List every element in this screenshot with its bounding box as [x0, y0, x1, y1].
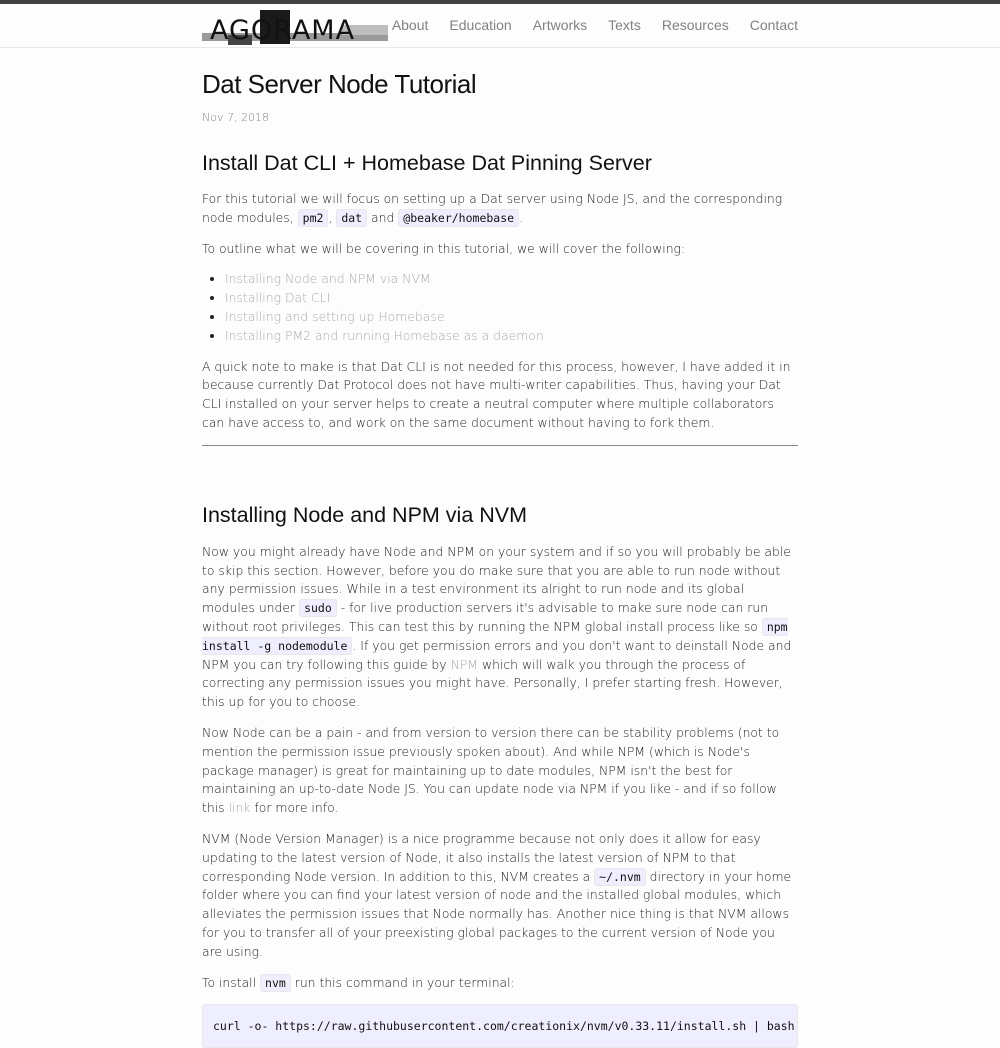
- toc-item[interactable]: • Installing Node and NPM via NVM: [225, 270, 798, 289]
- more-info-link[interactable]: link: [228, 800, 251, 816]
- install-command-block[interactable]: curl -o- https://raw.githubusercontent.com/creationix/nvm/v0.33.11/install.sh | bash: [202, 1004, 798, 1048]
- outline-paragraph: To outline what we will be covering in this tutorial, we will cover the following:: [202, 240, 686, 256]
- toc-item[interactable]: • Installing Dat CLI: [225, 289, 798, 308]
- section-divider: [202, 445, 798, 446]
- code-homebase: @beaker/homebase: [398, 209, 519, 227]
- text: NVM (Node Version Manager) is a nice programme because not only does it allow for easy updating to the latest version of Node, it also installs the latest version of NPM to that corresponding Node version. In addition to this, NVM creates a: [202, 830, 761, 884]
- nav-contact[interactable]: Contact: [749, 17, 798, 33]
- text: run this command in your terminal:: [290, 974, 515, 990]
- text: which will walk you through the process of correcting any permission issues you might have. Personally, I prefer starting fresh. However, this up for you to choose.: [202, 656, 783, 710]
- nav-texts[interactable]: Texts: [608, 17, 641, 33]
- note-paragraph: A quick note to make is that Dat CLI is not needed for this process, however, I have added it in because currently Dat Protocol does not have multi-writer capabilities. Thus, having your Dat CLI installed on your server helps to create a neutral computer where multiple collaborators can have access to, and work on the same document without having to fork them.: [202, 358, 791, 430]
- text: For this tutorial we will focus on setting up a Dat server using Node JS, and the corresponding node modules,: [202, 191, 783, 225]
- section-heading-node-npm: Installing Node and NPM via NVM: [202, 502, 528, 527]
- install-nvm-paragraph: [202, 974, 798, 993]
- npm-guide-link[interactable]: NPM: [450, 656, 478, 672]
- text: To install: [202, 974, 261, 990]
- text: .: [519, 209, 524, 225]
- nav-resources[interactable]: Resources: [661, 17, 729, 33]
- code-sudo: sudo: [299, 599, 337, 617]
- post-date: Nov 7, 2018: [202, 111, 269, 124]
- nav-artworks[interactable]: Artworks: [532, 17, 588, 33]
- text: for more info.: [250, 800, 339, 816]
- text: Now Node can be a pain - and from version to version there can be stability problems (not to mention the permission issue previously spoken about). And while NPM (which is Node's package manager) is great for maintaining up to date modules, NPM isn't the best for maintaining an up-to-date Node JS. You can update node via NPM if you like - and if so follow this: [202, 724, 780, 816]
- code-pm2: pm2: [298, 209, 329, 227]
- node-paragraph-2: [202, 724, 798, 818]
- toc-list: [202, 270, 798, 345]
- post-content: [202, 68, 798, 1048]
- code-dat: dat: [336, 209, 367, 227]
- text: and: [367, 209, 399, 225]
- code-npm-install: npm install -g nodemodule: [202, 619, 788, 653]
- toc-item[interactable]: • Installing PM2 and running Homebase as a daemon: [225, 327, 798, 346]
- main-nav: [371, 17, 798, 33]
- nvm-paragraph: [202, 830, 798, 962]
- nav-education[interactable]: Education: [449, 17, 512, 33]
- nav-about[interactable]: About: [391, 17, 429, 33]
- text: . If you get permission errors and you don't want to deinstall Node and NPM you can try following this guide by: [202, 637, 792, 672]
- toc-item[interactable]: • Installing and setting up Homebase: [225, 308, 798, 327]
- section-heading-install-dat: Install Dat CLI + Homebase Dat Pinning Server: [202, 151, 652, 175]
- node-paragraph-1: [202, 543, 798, 712]
- text: - for live production servers it's advisable to make sure node can run without root privileges. This can test this by running the NPM global install process like so: [202, 600, 769, 634]
- text: directory in your home folder where you can find your latest version of node and the installed global modules, which alleviates the permission issues that Node normally has. Another nice thing is that NVM allows for you to transfer all of your preexisting global packages to the current version of Node you are using.: [202, 868, 792, 959]
- logo-text: AGORAMA: [210, 15, 356, 45]
- post-title: Dat Server Node Tutorial: [202, 69, 477, 99]
- text: ,: [328, 209, 337, 225]
- code-nvm-dir: ~/.nvm: [594, 868, 646, 886]
- site-header: [0, 4, 1000, 48]
- site-logo[interactable]: [202, 9, 388, 45]
- code-nvm: nvm: [260, 974, 291, 992]
- text: Now you might already have Node and NPM on your system and if so you will probably be able to skip this section. However, before you do make sure that you are able to run node without any permission issues. While in a test environment its alright to run node and its global modules under: [202, 543, 791, 616]
- intro-paragraph: [202, 190, 798, 228]
